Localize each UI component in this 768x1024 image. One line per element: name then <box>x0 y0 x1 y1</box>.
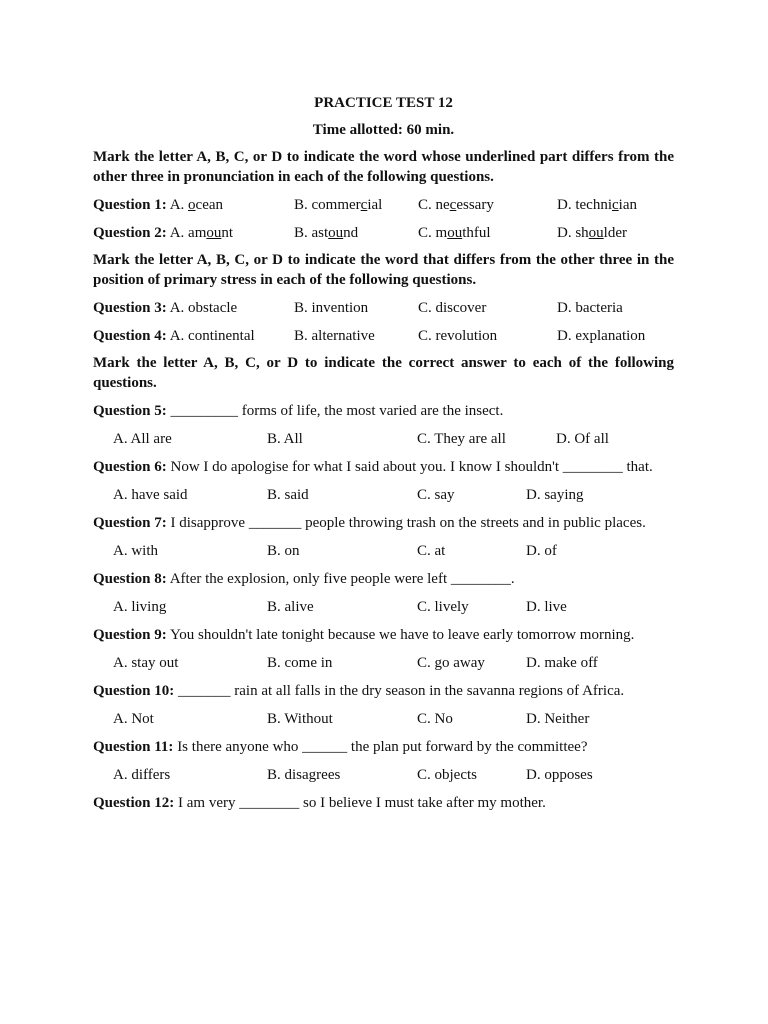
question-5-option-a[interactable]: A. All are <box>113 431 172 447</box>
question-2-option-b[interactable]: B. astound <box>294 225 359 241</box>
question-9-option-a[interactable]: A. stay out <box>113 655 179 671</box>
question-7-option-b[interactable]: B. on <box>267 543 300 559</box>
question-1-option-d[interactable]: D. technician <box>557 197 637 213</box>
question-5-options <box>113 429 674 449</box>
question-3-option-d[interactable]: D. bacteria <box>557 300 623 316</box>
question-1-option-b[interactable]: B. commercial <box>294 197 383 213</box>
question-5 <box>93 401 674 421</box>
section2-instruction: Mark the letter A, B, C, or D to indicate the word that differs from the other three in the position of primary stress in each of the following questions. <box>93 252 674 288</box>
question-text: _________ forms of life, the most varied are the insect. <box>170 403 504 419</box>
question-8-options <box>113 597 674 617</box>
question-text: _______ rain at all falls in the dry season in the savanna regions of Africa. <box>178 683 625 699</box>
question-1-option-a[interactable]: Question 1: A. ocean <box>93 197 224 213</box>
question-10-option-c[interactable]: C. No <box>417 711 453 727</box>
question-11-options <box>113 765 674 785</box>
question-text: I am very ________ so I believe I must take after my mother. <box>178 795 546 811</box>
question-11-option-d[interactable]: D. opposes <box>526 767 593 783</box>
question-text: Is there anyone who ______ the plan put forward by the committee? <box>177 739 588 755</box>
question-9-option-b[interactable]: B. come in <box>267 655 333 671</box>
question-8-option-d[interactable]: D. live <box>526 599 567 615</box>
question-9 <box>93 625 674 645</box>
question-7 <box>93 513 674 533</box>
question-5-option-c[interactable]: C. They are all <box>417 431 506 447</box>
question-6-options <box>113 485 674 505</box>
question-10-options <box>113 709 674 729</box>
question-2-option-a[interactable]: Question 2: A. amount <box>93 225 234 241</box>
question-7-option-a[interactable]: A. with <box>113 543 158 559</box>
question-4-option-a[interactable]: Question 4: A. continental <box>93 328 255 344</box>
question-11-option-a[interactable]: A. differs <box>113 767 171 783</box>
question-text: After the explosion, only five people were left ________. <box>169 571 515 587</box>
question-7-option-d[interactable]: D. of <box>526 543 557 559</box>
question-text: I disapprove _______ people throwing trash on the streets and in public places. <box>170 515 646 531</box>
question-2-option-d[interactable]: D. shoulder <box>557 225 627 241</box>
question-11 <box>93 737 674 757</box>
question-8-option-a[interactable]: A. living <box>113 599 167 615</box>
question-label: Question 11: <box>93 739 174 755</box>
question-label: Question 10: <box>93 683 175 699</box>
question-4-option-c[interactable]: C. revolution <box>418 328 498 344</box>
question-label: Question 7: <box>93 515 167 531</box>
question-8-option-b[interactable]: B. alive <box>267 599 314 615</box>
question-6-option-a[interactable]: A. have said <box>113 487 188 503</box>
question-3 <box>93 298 674 318</box>
question-7-option-c[interactable]: C. at <box>417 543 446 559</box>
section3-instruction: Mark the letter A, B, C, or D to indicate the correct answer to each of the following questions. <box>93 355 674 391</box>
question-9-option-c[interactable]: C. go away <box>417 655 485 671</box>
question-label: Question 9: <box>93 627 167 643</box>
question-text: Now I do apologise for what I said about you. I know I shouldn't ________ that. <box>170 459 653 475</box>
question-7-options <box>113 541 674 561</box>
question-2-option-c[interactable]: C. mouthful <box>418 225 491 241</box>
question-10-option-b[interactable]: B. Without <box>267 711 333 727</box>
question-label: Question 5: <box>93 403 167 419</box>
question-label: Question 12: <box>93 795 175 811</box>
question-text: You shouldn't late tonight because we have to leave early tomorrow morning. <box>169 627 635 643</box>
question-5-option-d[interactable]: D. Of all <box>556 431 609 447</box>
question-label: Question 3: <box>93 300 167 316</box>
question-11-option-c[interactable]: C. objects <box>417 767 477 783</box>
question-label: Question 8: <box>93 571 167 587</box>
question-3-option-a[interactable]: Question 3: A. obstacle <box>93 300 238 316</box>
question-10-option-d[interactable]: D. Neither <box>526 711 590 727</box>
question-1-option-c[interactable]: C. necessary <box>418 197 494 213</box>
question-5-option-b[interactable]: B. All <box>267 431 303 447</box>
question-label: Question 6: <box>93 459 167 475</box>
question-4 <box>93 326 674 346</box>
question-label: Question 1: <box>93 197 167 213</box>
question-2 <box>93 223 674 243</box>
question-6-option-b[interactable]: B. said <box>267 487 309 503</box>
question-8-option-c[interactable]: C. lively <box>417 599 469 615</box>
document-content <box>93 93 674 813</box>
question-label: Question 4: <box>93 328 167 344</box>
question-10-option-a[interactable]: A. Not <box>113 711 154 727</box>
question-10 <box>93 681 674 701</box>
page-title: PRACTICE TEST 12 <box>314 95 453 111</box>
question-1 <box>93 195 674 215</box>
question-3-option-c[interactable]: C. discover <box>418 300 487 316</box>
question-4-option-b[interactable]: B. alternative <box>294 328 375 344</box>
question-4-option-d[interactable]: D. explanation <box>557 328 646 344</box>
question-label: Question 2: <box>93 225 167 241</box>
question-6 <box>93 457 674 477</box>
section1-instruction: Mark the letter A, B, C, or D to indicate the word whose underlined part differs from the other three in pronunciation in each of the following questions. <box>93 149 674 185</box>
question-8 <box>93 569 674 589</box>
question-11-option-b[interactable]: B. disagrees <box>267 767 341 783</box>
question-9-options <box>113 653 674 673</box>
question-3-option-b[interactable]: B. invention <box>294 300 369 316</box>
question-6-option-c[interactable]: C. say <box>417 487 455 503</box>
question-9-option-d[interactable]: D. make off <box>526 655 598 671</box>
question-12 <box>93 793 674 813</box>
question-6-option-d[interactable]: D. saying <box>526 487 584 503</box>
time-allotted: Time allotted: 60 min. <box>312 122 455 138</box>
